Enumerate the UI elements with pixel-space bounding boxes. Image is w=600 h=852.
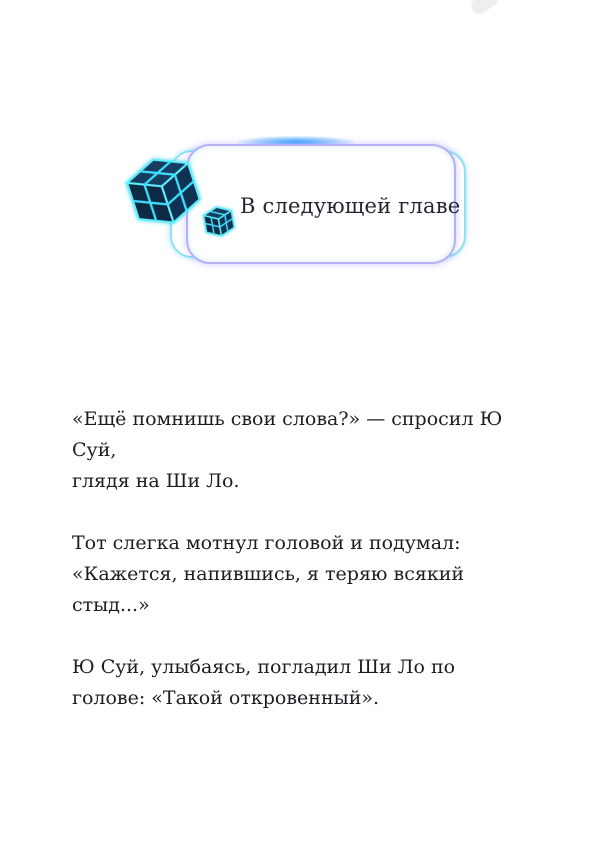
story-paragraph: Тот слегка мотнул головой и подумал: «Кажется, напившись, я теряю всякий стыд...» xyxy=(72,532,465,616)
story-paragraph: «Ещё помнишь свои слова?» — спросил Ю Суй, глядя на Ши Ло. xyxy=(72,408,503,492)
story-text xyxy=(72,404,542,745)
glowing-cube-icon xyxy=(116,150,212,236)
small-glowing-cube-icon xyxy=(199,203,239,241)
next-chapter-banner xyxy=(0,0,600,300)
story-paragraph: Ю Суй, улыбаясь, погладил Ши Ло по голове: «Такой откровенный». xyxy=(72,656,456,709)
banner-title: В следующей главе xyxy=(240,194,461,218)
